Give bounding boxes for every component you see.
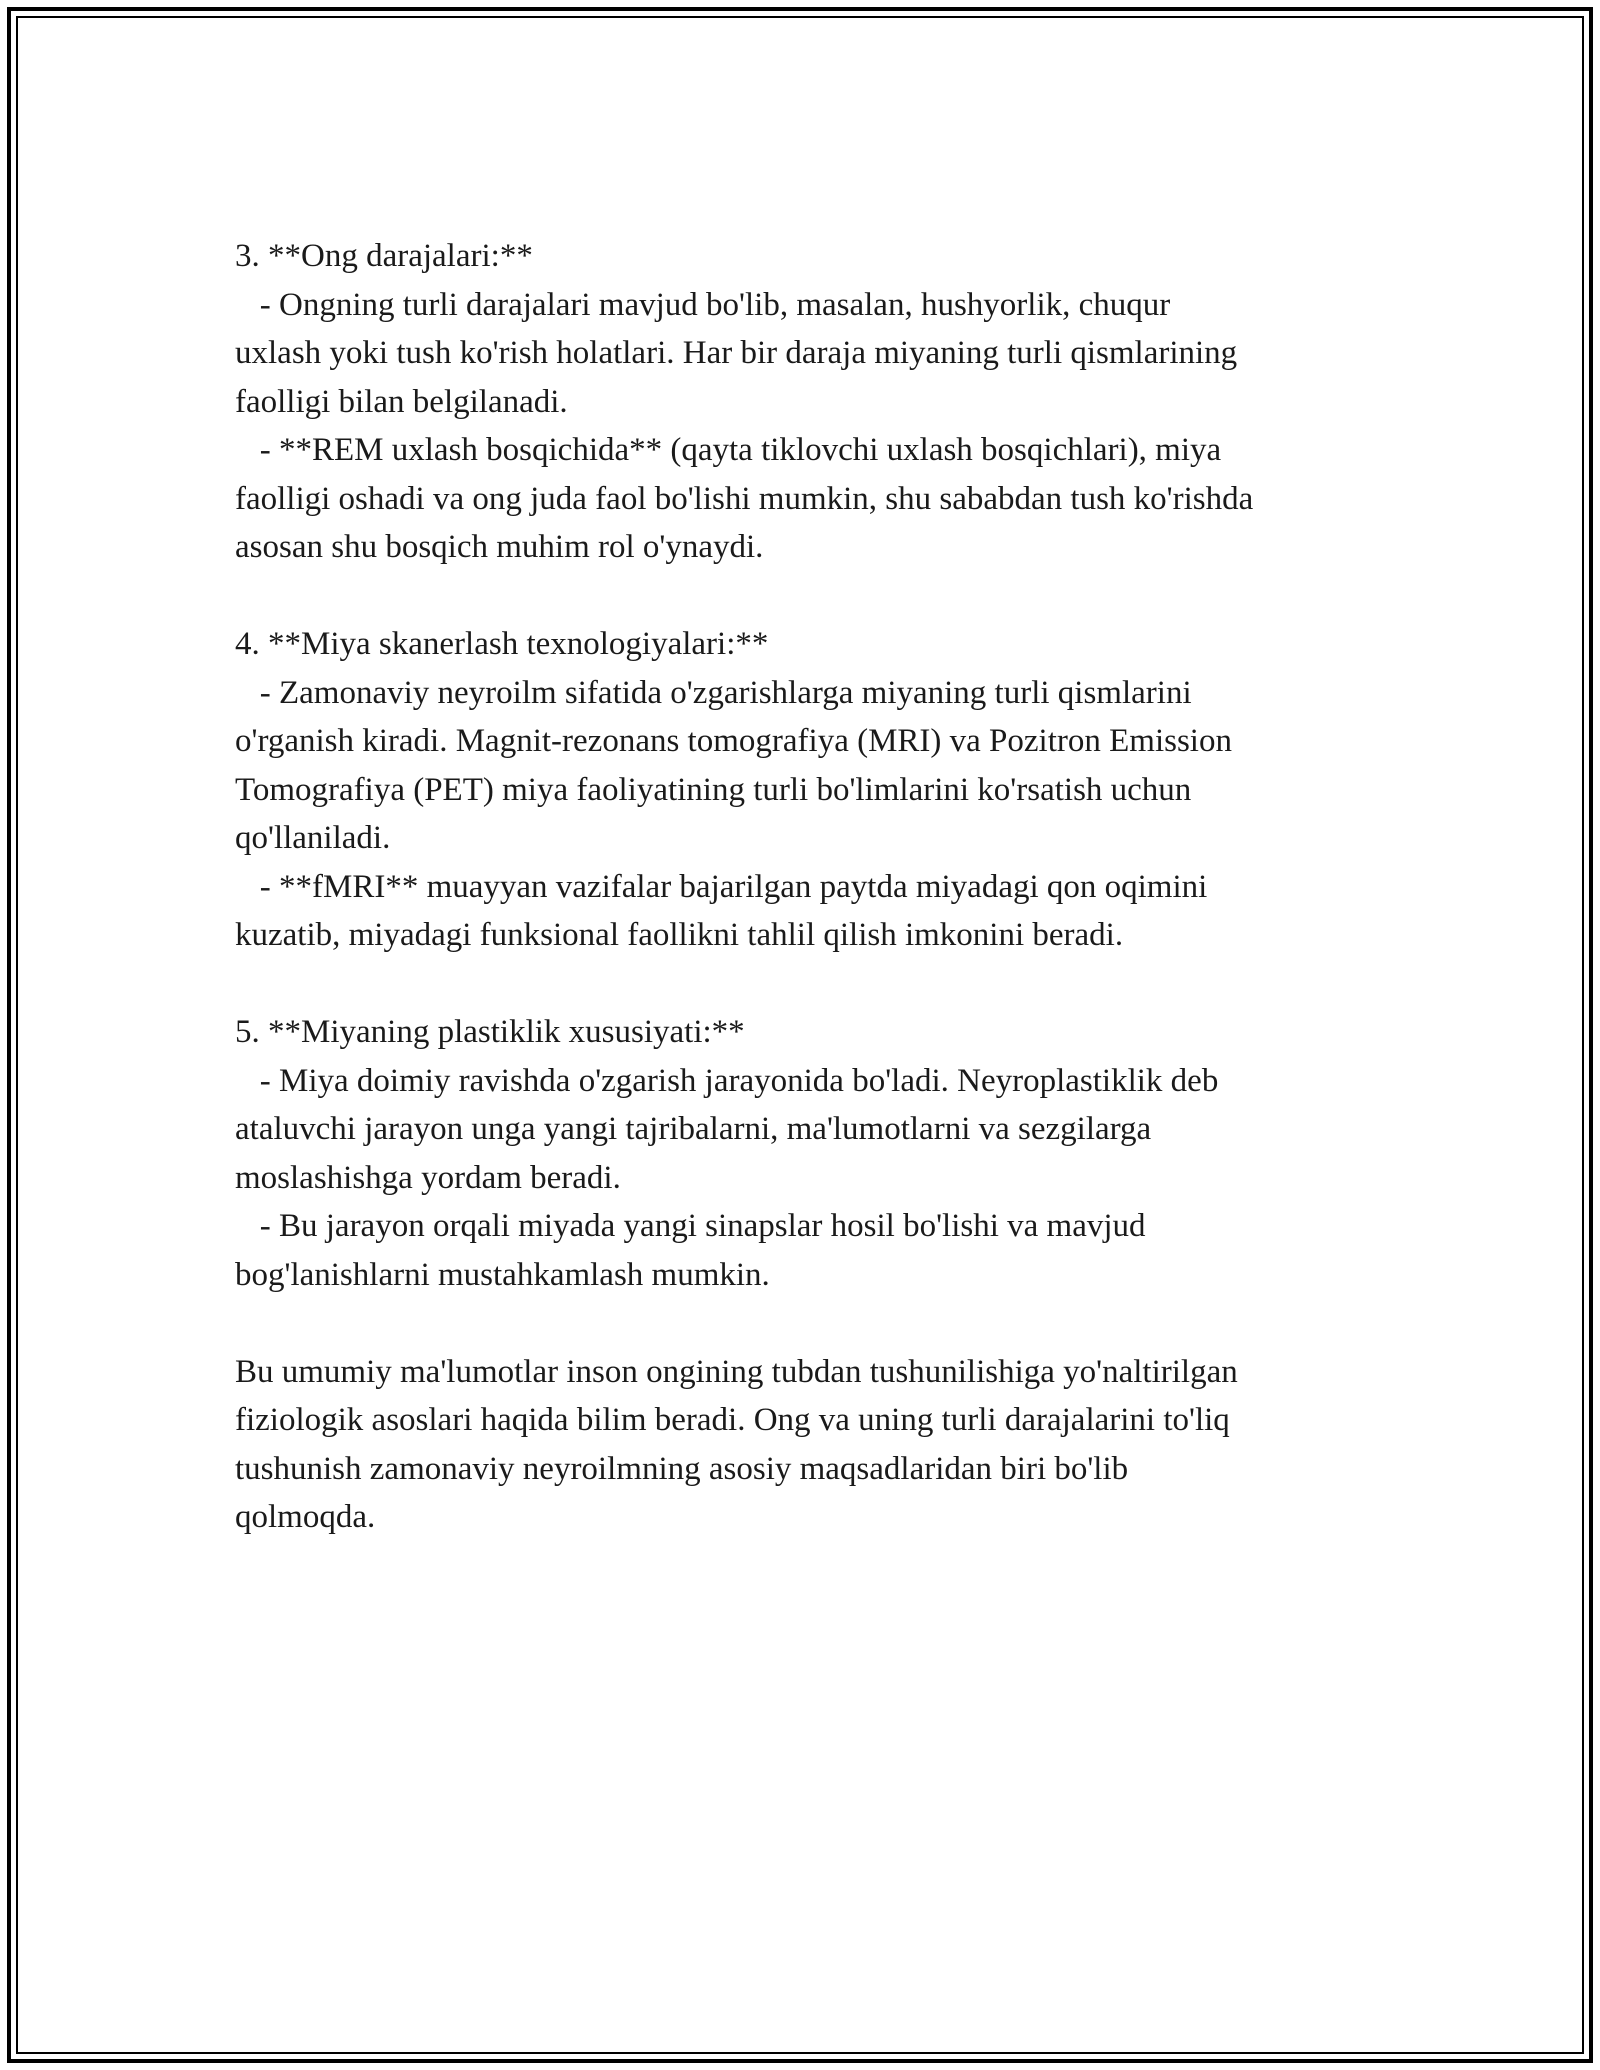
text-line: asosan shu bosqich muhim rol o'ynaydi. <box>235 529 764 565</box>
text-line: - Zamonaviy neyroilm sifatida o'zgarishlarga miyaning turli qismlarini <box>235 674 1192 711</box>
document-body <box>235 232 1375 1542</box>
conclusion-line: fiziologik asoslari haqida bilim beradi. Ong va uning turli darajalarini to'liq <box>235 1402 1230 1438</box>
text-line: - Bu jarayon orqali miyada yangi sinapslar hosil bo'lishi va mavjud <box>235 1208 1146 1244</box>
conclusion-line: Bu umumiy ma'lumotlar inson ongining tubdan tushunilishiga yo'naltirilgan <box>235 1353 1238 1390</box>
section-3-heading: 3. **Ong darajalari:** <box>235 238 533 274</box>
section-5-heading: 5. **Miyaning plastiklik xususiyati:** <box>235 1014 745 1050</box>
text-line: kuzatib, miyadagi funksional faollikni tahlil qilish imkonini beradi. <box>235 917 1124 953</box>
blank-line <box>235 572 1375 621</box>
text-line: - **fMRI** muayyan vazifalar bajarilgan paytda miyadagi qon oqimini <box>235 868 1208 905</box>
conclusion-line: tushunish zamonaviy neyroilmning asosiy maqsadlaridan biri bo'lib <box>235 1450 1129 1487</box>
conclusion-line: qolmoqda. <box>235 1499 376 1535</box>
text-line: faolligi oshadi va ong juda faol bo'lishi mumkin, shu sababdan tush ko'rishda <box>235 480 1254 517</box>
text-line: Tomografiya (PET) miya faoliyatining turli bo'limlarini ko'rsatish uchun <box>235 771 1192 808</box>
text-line: moslashishga yordam beradi. <box>235 1159 621 1196</box>
text-line: - Miya doimiy ravishda o'zgarish jarayonida bo'ladi. Neyroplastiklik deb <box>235 1062 1219 1099</box>
blank-line <box>235 1299 1375 1348</box>
text-line: - **REM uxlash bosqichida** (qayta tiklovchi uxlash bosqichlari), miya <box>235 432 1222 468</box>
text-line: - Ongning turli darajalari mavjud bo'lib, masalan, hushyorlik, chuqur <box>235 286 1171 323</box>
section-4-heading: 4. **Miya skanerlash texnologiyalari:** <box>235 626 769 662</box>
text-line: o'rganish kiradi. Magnit-rezonans tomografiya (MRI) va Pozitron Emission <box>235 723 1232 759</box>
text-line: qo'llaniladi. <box>235 820 391 856</box>
text-line: bog'lanishlarni mustahkamlash mumkin. <box>235 1256 770 1293</box>
blank-line <box>235 960 1375 1009</box>
text-line: uxlash yoki tush ko'rish holatlari. Har bir daraja miyaning turli qismlarining <box>235 335 1238 371</box>
text-line: faolligi bilan belgilanadi. <box>235 383 568 420</box>
text-line: ataluvchi jarayon unga yangi tajribalarni, ma'lumotlarni va sezgilarga <box>235 1111 1152 1147</box>
